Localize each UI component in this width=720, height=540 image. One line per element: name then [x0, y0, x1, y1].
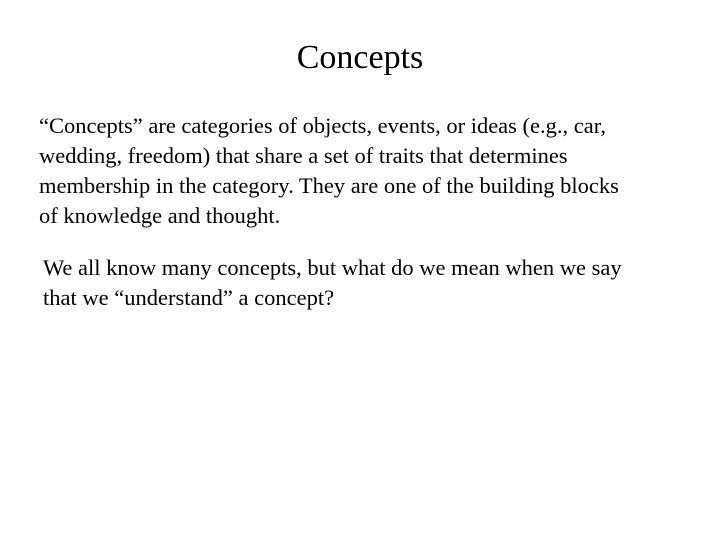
slide-title: Concepts [296, 39, 424, 76]
paragraph-line: membership in the category. They are one of the building blocks [39, 173, 619, 198]
paragraph-line: of knowledge and thought. [39, 203, 281, 228]
paragraph-line: “Concepts” are categories of objects, events, or ideas (e.g., car, [39, 113, 606, 138]
paragraph-line: wedding, freedom) that share a set of traits that determines [39, 143, 568, 168]
concepts-definition-paragraph [39, 111, 711, 231]
paragraph-line: that we “understand” a concept? [43, 285, 335, 310]
paragraph-line: We all know many concepts, but what do we mean when we say [43, 255, 622, 280]
understanding-question-paragraph [43, 253, 715, 313]
